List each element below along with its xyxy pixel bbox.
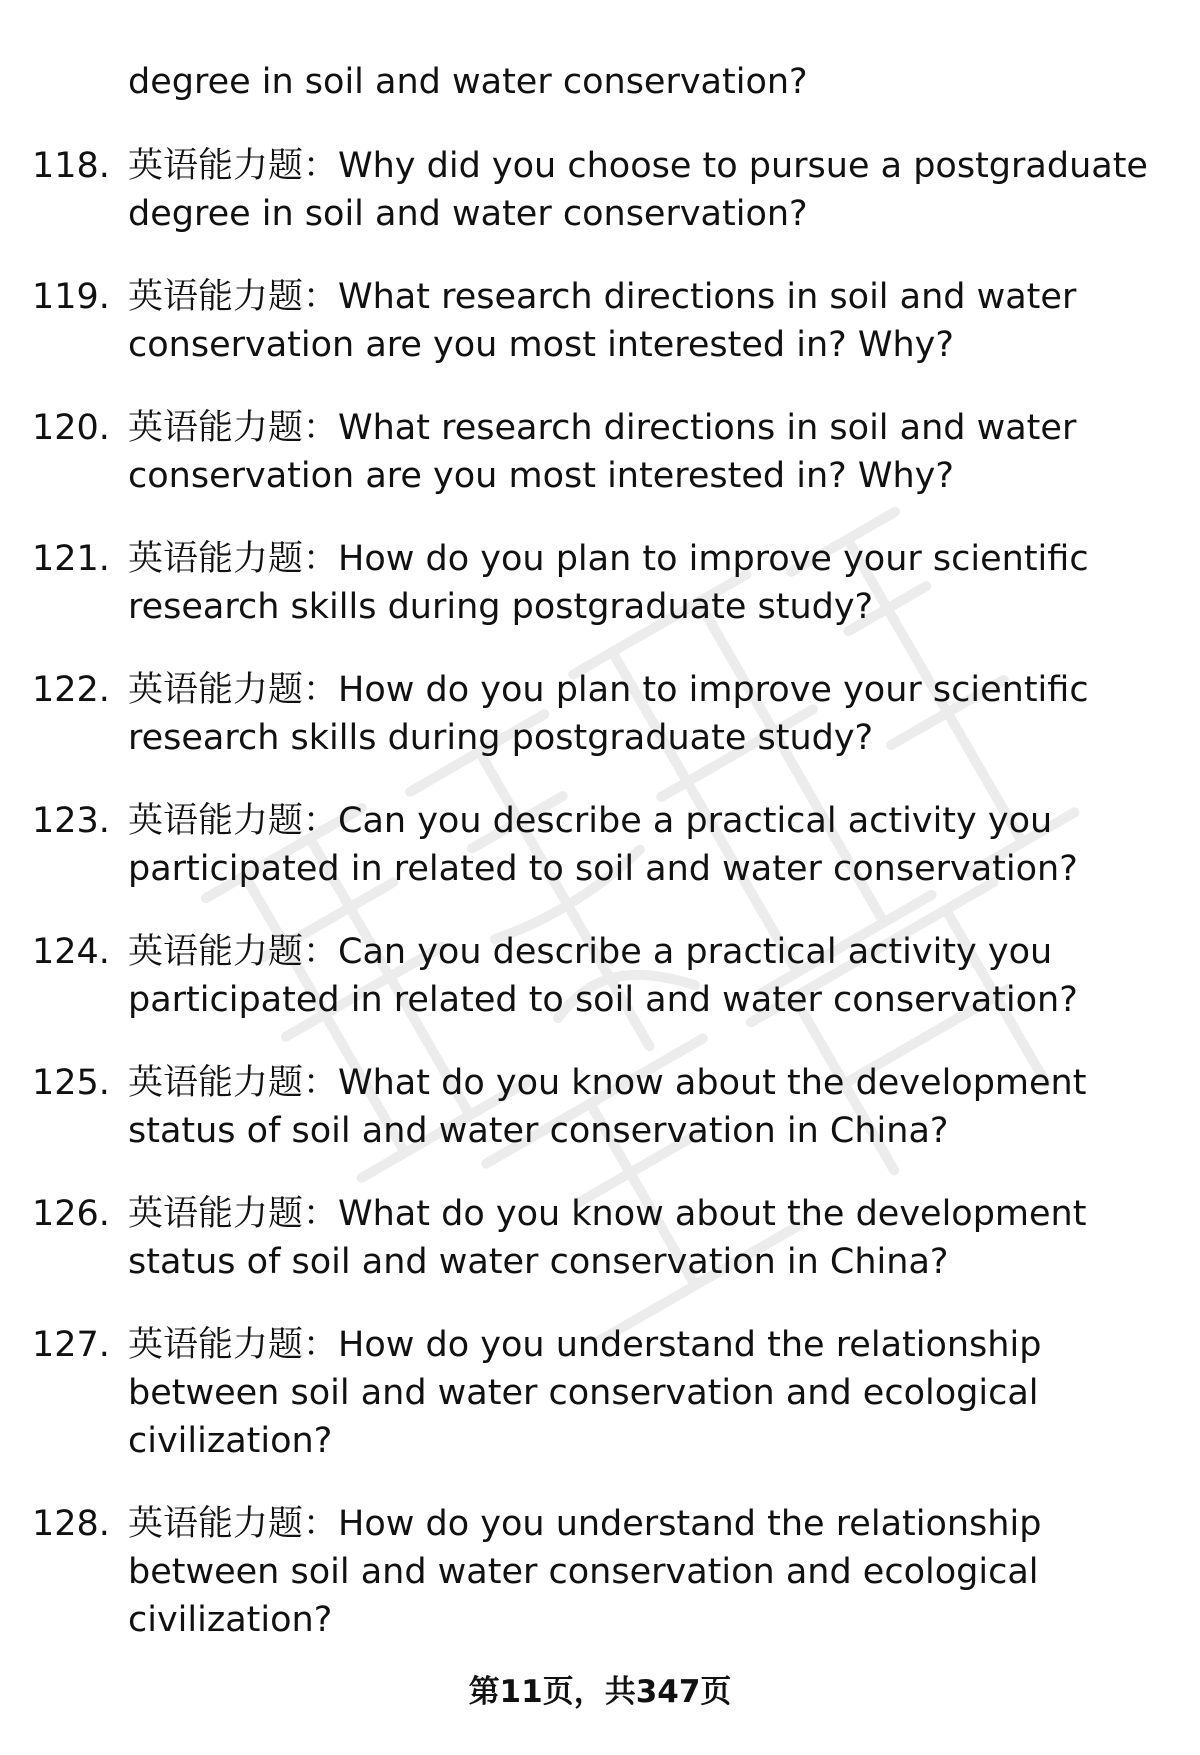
- question-text: [128, 535, 1168, 631]
- question-item: [0, 404, 1200, 500]
- question-number: 126.: [32, 1194, 110, 1234]
- question-text: [128, 142, 1168, 238]
- question-category: 英语能力题：: [128, 932, 339, 972]
- question-category: 英语能力题：: [128, 801, 339, 841]
- continued-question-text: degree in soil and water conservation?: [128, 62, 808, 102]
- question-category: 英语能力题：: [128, 277, 339, 317]
- question-item: [0, 928, 1200, 1024]
- question-category: 英语能力题：: [128, 408, 339, 448]
- question-body: How do you plan to improve your scientific research skills during postgraduate study?: [128, 539, 1089, 627]
- question-body: How do you understand the relationship between soil and water conservation and ecological civilization?: [128, 1325, 1042, 1461]
- question-text: [128, 797, 1168, 893]
- question-body: What do you know about the development status of soil and water conservation in China?: [128, 1194, 1087, 1282]
- question-body: What research directions in soil and water conservation are you most interested in? Why?: [128, 408, 1077, 496]
- question-category: 英语能力题：: [128, 670, 339, 710]
- question-category: 英语能力题：: [128, 146, 339, 186]
- question-category: 英语能力题：: [128, 1063, 339, 1103]
- question-item: [0, 142, 1200, 238]
- question-text: [128, 404, 1168, 500]
- question-number: 123.: [32, 801, 110, 841]
- question-body: What do you know about the development status of soil and water conservation in China?: [128, 1063, 1087, 1151]
- question-text: [128, 1500, 1168, 1644]
- question-body: How do you plan to improve your scientific research skills during postgraduate study?: [128, 670, 1089, 758]
- question-number: 118.: [32, 146, 110, 186]
- question-text: [128, 666, 1168, 762]
- question-body: How do you understand the relationship between soil and water conservation and ecological civilization?: [128, 1504, 1042, 1640]
- question-text: [128, 1190, 1168, 1286]
- question-body: Can you describe a practical activity you participated in related to soil and water conservation?: [128, 932, 1078, 1020]
- question-item: [0, 1500, 1200, 1644]
- question-body: Can you describe a practical activity you participated in related to soil and water conservation?: [128, 801, 1078, 889]
- question-item: [0, 1190, 1200, 1286]
- question-number: 122.: [32, 670, 110, 710]
- question-text: [128, 273, 1168, 369]
- question-number: 121.: [32, 539, 110, 579]
- question-item: [0, 666, 1200, 762]
- question-item: [0, 1321, 1200, 1465]
- page-footer: 第11页，共347页: [468, 1674, 732, 1710]
- question-item: [0, 797, 1200, 893]
- question-number: 127.: [32, 1325, 110, 1365]
- question-number: 124.: [32, 932, 110, 972]
- question-category: 英语能力题：: [128, 1325, 339, 1365]
- question-text: [128, 928, 1168, 1024]
- question-category: 英语能力题：: [128, 1194, 339, 1234]
- question-item: [0, 273, 1200, 369]
- question-item: [0, 1059, 1200, 1155]
- question-text: [128, 1059, 1168, 1155]
- question-category: 英语能力题：: [128, 539, 339, 579]
- question-body: What research directions in soil and water conservation are you most interested in? Why?: [128, 277, 1077, 365]
- question-number: 125.: [32, 1063, 110, 1103]
- question-body: Why did you choose to pursue a postgraduate degree in soil and water conservation?: [128, 146, 1148, 234]
- question-list: [0, 142, 1200, 1679]
- question-text: [128, 1321, 1168, 1465]
- question-category: 英语能力题：: [128, 1504, 339, 1544]
- question-number: 128.: [32, 1504, 110, 1544]
- question-item: [0, 535, 1200, 631]
- question-number: 120.: [32, 408, 110, 448]
- question-number: 119.: [32, 277, 110, 317]
